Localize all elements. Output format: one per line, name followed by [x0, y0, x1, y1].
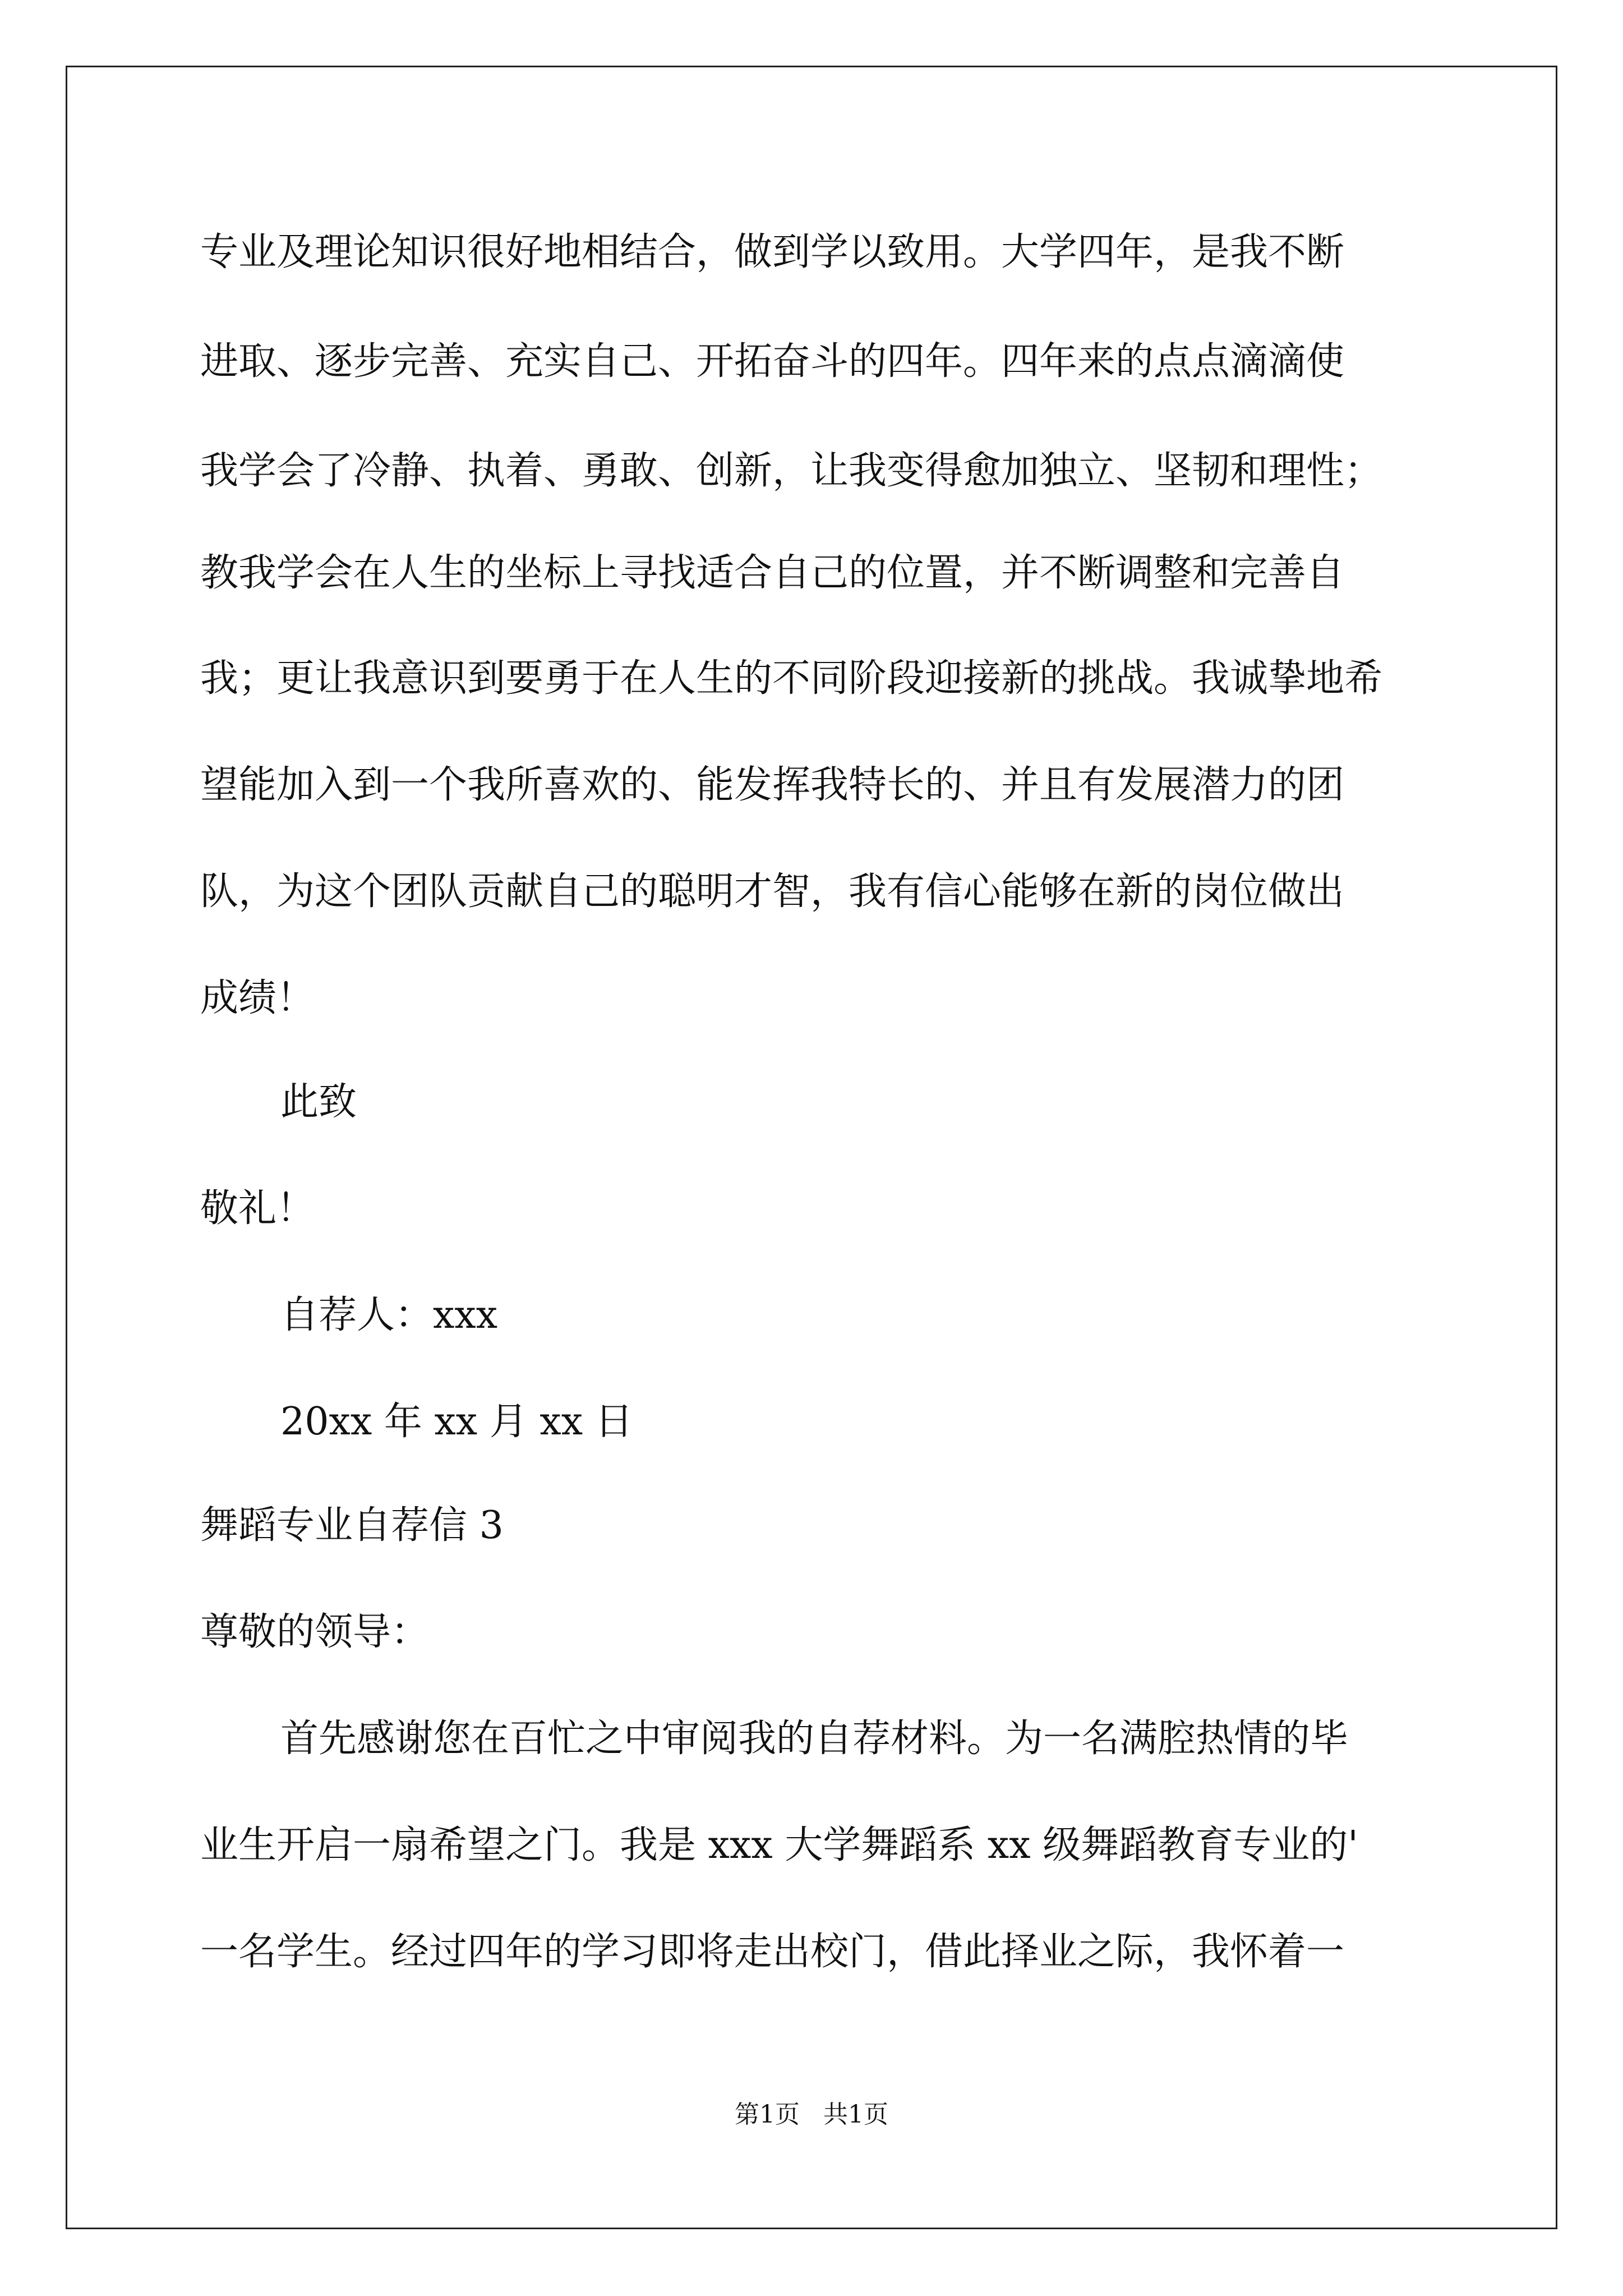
body-line: 成绩！	[200, 976, 315, 1020]
body-line: 一名学生。经过四年的学习即将走出校门，借此择业之际，我怀着一	[200, 1930, 1345, 1974]
body-line: 业生开启一扇希望之门。我是 xxx 大学舞蹈系 xx 级舞蹈教育专业的'	[200, 1823, 1358, 1867]
salute-text: 敬礼！	[200, 1186, 315, 1231]
body-line: 首先感谢您在百忙之中审阅我的自荐材料。为一名满腔热情的毕	[280, 1717, 1349, 1761]
signature-text: 自荐人：xxx	[280, 1293, 498, 1337]
body-line: 望能加入到一个我所喜欢的、能发挥我特长的、并且有发展潜力的团	[200, 763, 1345, 807]
body-line: 队，为这个团队贡献自己的聪明才智，我有信心能够在新的岗位做出	[200, 869, 1345, 914]
body-line: 我学会了冷静、执着、勇敢、创新，让我变得愈加独立、坚韧和理性；	[200, 449, 1383, 493]
page-footer: 第1页 共1页	[735, 2100, 888, 2129]
body-line: 我；更让我意识到要勇于在人生的不同阶段迎接新的挑战。我诚挚地希	[200, 656, 1383, 701]
body-line: 教我学会在人生的坐标上寻找适合自己的位置，并不断调整和完善自	[200, 551, 1345, 595]
date-text: 20xx 年 xx 月 xx 日	[280, 1400, 633, 1444]
closing-text: 此致	[280, 1080, 357, 1124]
section-title: 舞蹈专业自荐信 3	[200, 1503, 504, 1548]
body-line: 进取、逐步完善、充实自己、开拓奋斗的四年。四年来的点点滴滴使	[200, 339, 1345, 384]
page-border	[66, 66, 1557, 2229]
body-line: 专业及理论知识很好地相结合，做到学以致用。大学四年，是我不断	[200, 230, 1345, 274]
greeting-text: 尊敬的领导：	[200, 1610, 430, 1654]
